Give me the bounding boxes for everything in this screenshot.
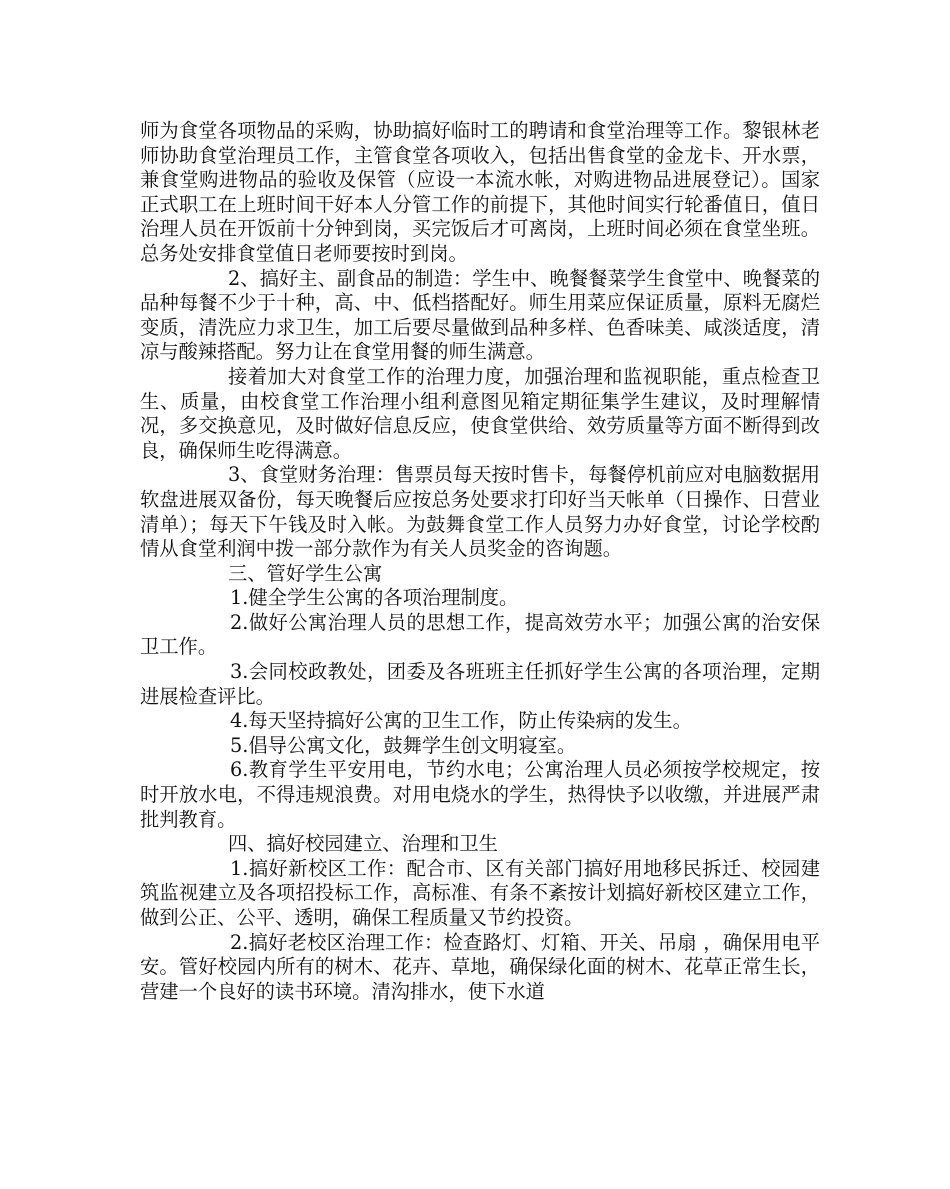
dormitory-item-3: 3.会同校政教处，团委及各班班主任抓好学生公寓的各项治理，定期进展检查评比。 (140, 660, 820, 708)
campus-item-1: 1.搞好新校区工作：配合市、区有关部门搞好用地移民拆迁、校园建筑监视建立及各项招投标工作，高标准、有条不紊按计划搞好新校区建立工作，做到公正、公平、透明，确保工程质量又节约投资。 (140, 856, 820, 929)
dormitory-item-1: 1.健全学生公寓的各项治理制度。 (230, 586, 519, 610)
paragraph-item-2-food-production: 2、搞好主、副食品的制造：学生中、晚餐餐菜学生食堂中、晚餐菜的品种每餐不少于十种，高、中、低档搭配好。师生用菜应保证质量，原料无腐烂变质，清洗应力求卫生，加工后要尽量做到品种多样、色香味美、咸淡适度，清凉与酸辣搭配。努力让在食堂用餐的师生满意。 (140, 266, 820, 364)
dormitory-item-6: 6.教育学生平安用电，节约水电；公寓治理人员必须按学校规定，按时开放水电，不得违规浪费。对用电烧水的学生，热得快予以收缴，并进展严肃批判教育。 (140, 758, 820, 831)
section-heading-dormitory: 三、管好学生公寓 (228, 561, 383, 585)
dormitory-item-4: 4.每天坚持搞好公寓的卫生工作，防止传染病的发生。 (230, 709, 692, 733)
document-page (140, 119, 820, 1004)
section-heading-campus: 四、搞好校园建立、治理和卫生 (228, 832, 498, 856)
paragraph-item-3-finance: 3、食堂财务治理：售票员每天按时售卡，每餐停机前应对电脑数据用软盘进展双备份，每天晚餐后应按总务处要求打印好当天帐单（日操作、日营业清单）；每天下午钱及时入帐。为鼓舞食堂工作人员努力办好食堂，讨论学校酌情从食堂利润中拨一部分款作为有关人员奖金的咨询题。 (140, 463, 820, 561)
paragraph-canteen-supervision: 接着加大对食堂工作的治理力度，加强治理和监视职能，重点检查卫生、质量，由校食堂工作治理小组利意图见箱定期征集学生建议，及时理解情况，多交换意见，及时做好信息反应，使食堂供给、效劳质量等方面不断得到改良，确保师生吃得满意。 (140, 364, 820, 462)
dormitory-item-2: 2.做好公寓治理人员的思想工作，提高效劳水平；加强公寓的治安保卫工作。 (140, 610, 820, 659)
campus-item-2: 2.搞好老校区治理工作：检查路灯、灯箱、开关、吊扇 ，确保用电平安。管好校园内所有的树木、花卉、草地，确保绿化面的树木、花草正常生长，营建一个良好的读书环境。清沟排水，使下水道 (140, 930, 820, 1003)
paragraph-continuation: 师为食堂各项物品的采购，协助搞好临时工的聘请和食堂治理等工作。黎银林老师协助食堂治理员工作，主管食堂各项收入，包括出售食堂的金龙卡、开水票，兼食堂购进物品的验收及保管（应设一本流水帐，对购进物品进展登记）。国家正式职工在上班时间干好本人分管工作的前提下，其他时间实行轮番值日，值日治理人员在开饭前十分钟到岗，买完饭后才可离岗，上班时间必须在食堂坐班。总务处安排食堂值日老师要按时到岗。 (140, 119, 820, 265)
dormitory-item-5: 5.倡导公寓文化，鼓舞学生创文明寝室。 (230, 733, 577, 757)
